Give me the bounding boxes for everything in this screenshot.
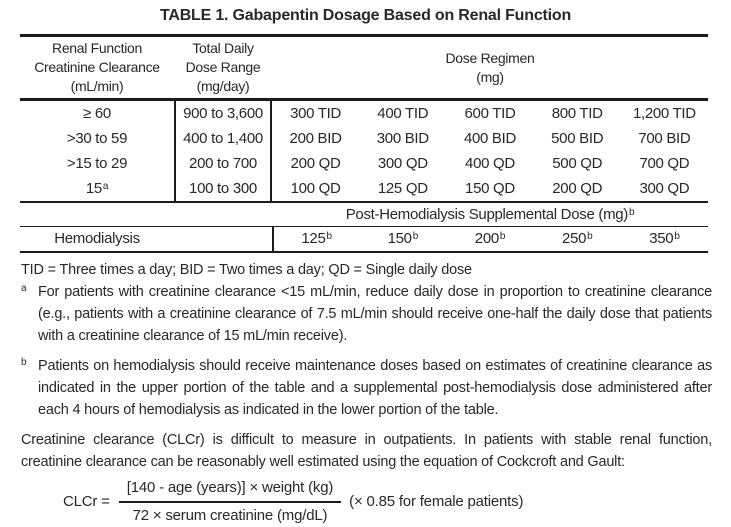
equation-suffix: (× 0.85 for female patients) xyxy=(349,493,524,510)
footnote-b-marker: b xyxy=(499,231,506,242)
dose-cell: 300 BID xyxy=(376,130,429,147)
renal-clearance-cell: >30 to 59 xyxy=(66,130,128,147)
footnote-a: $^a$ For patients with creatinine clearance <15 mL/min, reduce daily dose in proportion to creatinine clearance (e.g., patients with a creatinine clearance of 7.5 mL/min should receive one-half the daily dose that patients with a creatinine clearance of 15 mL/min receive). xyxy=(21,283,712,344)
equation-denominator: 72 × serum creatinine (mg/dL) xyxy=(132,507,328,524)
header-line: Dose Range xyxy=(185,59,261,75)
post-hemodialysis-label xyxy=(272,206,708,223)
dose-range-cell: 100 to 300 xyxy=(174,176,272,201)
dose-range-cell: 900 to 3,600 xyxy=(174,101,272,126)
dose-value: 125 xyxy=(301,230,326,247)
dose-cell: 800 TID xyxy=(551,105,603,122)
footnote-b: $^b$ Patients on hemodialysis should receive maintenance doses based on estimates of creatinine clearance as indicated in the upper portion of the table and a supplemental post-hemodialysis dose administered after each 4 hours of hemodialysis as indicated in the lower portion of the table. xyxy=(21,357,712,418)
supplemental-dose-cell xyxy=(621,227,708,251)
renal-clearance-cell xyxy=(20,176,174,201)
dose-cell: 500 QD xyxy=(552,155,603,172)
equation-fraction xyxy=(119,477,341,527)
post-hemodialysis-text: Post-Hemodialysis Supplemental Dose (mg) xyxy=(345,206,628,223)
dose-cell: 100 QD xyxy=(290,180,341,197)
dose-value: 250 xyxy=(561,230,587,247)
renal-value: 15 xyxy=(85,180,102,197)
supplemental-dose-cell xyxy=(446,227,533,251)
header-line: (mg) xyxy=(476,68,504,85)
gabapentin-dosage-table xyxy=(20,34,708,253)
dose-value: 200 xyxy=(474,230,499,247)
hemodialysis-label: Hemodialysis xyxy=(54,230,140,247)
header-total-daily-dose xyxy=(174,39,272,96)
table-body xyxy=(20,101,708,201)
footnote-b-marker: b xyxy=(412,231,418,242)
dose-cell: 300 QD xyxy=(639,180,690,197)
supplemental-dose-cell xyxy=(534,227,621,251)
footnote-a-marker: a xyxy=(102,181,109,192)
header-renal-function xyxy=(20,39,174,96)
cockcroft-gault-equation xyxy=(63,477,712,527)
footnote-b-marker: b xyxy=(326,231,332,242)
post-hemodialysis-header-row xyxy=(20,201,708,227)
dose-cell: 1,200 TID xyxy=(632,105,696,122)
dose-cell: 150 QD xyxy=(465,180,515,197)
footnote-b-text: Patients on hemodialysis should receive maintenance doses based on estimates of creatinine clearance as indicated in the upper portion of the table and a supplemental post-hemodialysis dose administered after each 4 hours of hemodialysis as indicated in the lower portion of the table. xyxy=(38,358,712,418)
renal-clearance-cell: >15 to 29 xyxy=(66,155,128,172)
dose-cell: 125 QD xyxy=(377,180,428,197)
clcr-paragraph: Creatinine clearance (CLCr) is difficult to measure in outpatients. In patients with stable renal function, creatinine clearance can be reasonably well estimated using the equation of Cockcroft and Gault: xyxy=(21,432,712,470)
header-line: Renal Function xyxy=(52,40,142,56)
supplemental-dose-cell xyxy=(359,227,446,251)
footnote-b-marker: b xyxy=(587,231,593,242)
dose-cell: 200 BID xyxy=(289,130,342,147)
footnote-a-text: For patients with creatinine clearance <15 mL/min, reduce daily dose in proportion to creatinine clearance (e.g., patients with a creatinine clearance of 7.5 mL/min should receive one-half the daily dose that patients with a creatinine clearance of 15 mL/min receive). xyxy=(38,284,712,344)
footnote-b-marker: b xyxy=(674,231,680,242)
header-line: Total Daily xyxy=(192,40,254,56)
footnotes-section xyxy=(0,253,731,527)
header-line: (mL/min) xyxy=(70,78,124,94)
dose-range-cell: 400 to 1,400 xyxy=(174,126,272,151)
header-line: Dose Regimen xyxy=(445,49,535,66)
dose-cell: 700 BID xyxy=(638,130,691,147)
equation-lhs: CLCr = xyxy=(63,493,110,510)
dose-value: 350 xyxy=(649,230,674,247)
header-dose-regimen xyxy=(272,49,708,87)
dose-range-cell: 200 to 700 xyxy=(174,151,272,176)
dose-cell: 200 QD xyxy=(290,155,341,172)
header-line: Creatinine Clearance xyxy=(34,59,160,75)
dose-cell: 300 TID xyxy=(290,105,342,122)
dose-cell: 200 QD xyxy=(552,180,603,197)
equation-numerator: [140 - age (years)] × weight (kg) xyxy=(119,477,341,503)
dose-cell: 400 TID xyxy=(377,105,429,122)
dose-cell: 400 BID xyxy=(463,130,517,147)
hemodialysis-row xyxy=(20,227,708,253)
table-title: TABLE 1. Gabapentin Dosage Based on Renal Function xyxy=(159,7,572,24)
supplemental-dose-cell xyxy=(272,227,359,251)
dose-cell: 400 QD xyxy=(465,155,515,172)
header-line: (mg/day) xyxy=(196,78,250,94)
footnote-b-marker: b xyxy=(629,207,635,218)
table-header-row xyxy=(20,34,708,101)
renal-clearance-cell: ≥ 60 xyxy=(83,105,111,122)
dose-cell: 500 BID xyxy=(551,130,604,147)
dose-cell: 700 QD xyxy=(639,155,690,172)
dose-cell: 300 QD xyxy=(377,155,428,172)
abbreviations-line: TID = Three times a day; BID = Two times a day; QD = Single daily dose xyxy=(21,262,472,278)
dose-value: 150 xyxy=(387,230,412,247)
empty-cell xyxy=(174,227,272,251)
dose-cell: 600 TID xyxy=(464,105,516,122)
